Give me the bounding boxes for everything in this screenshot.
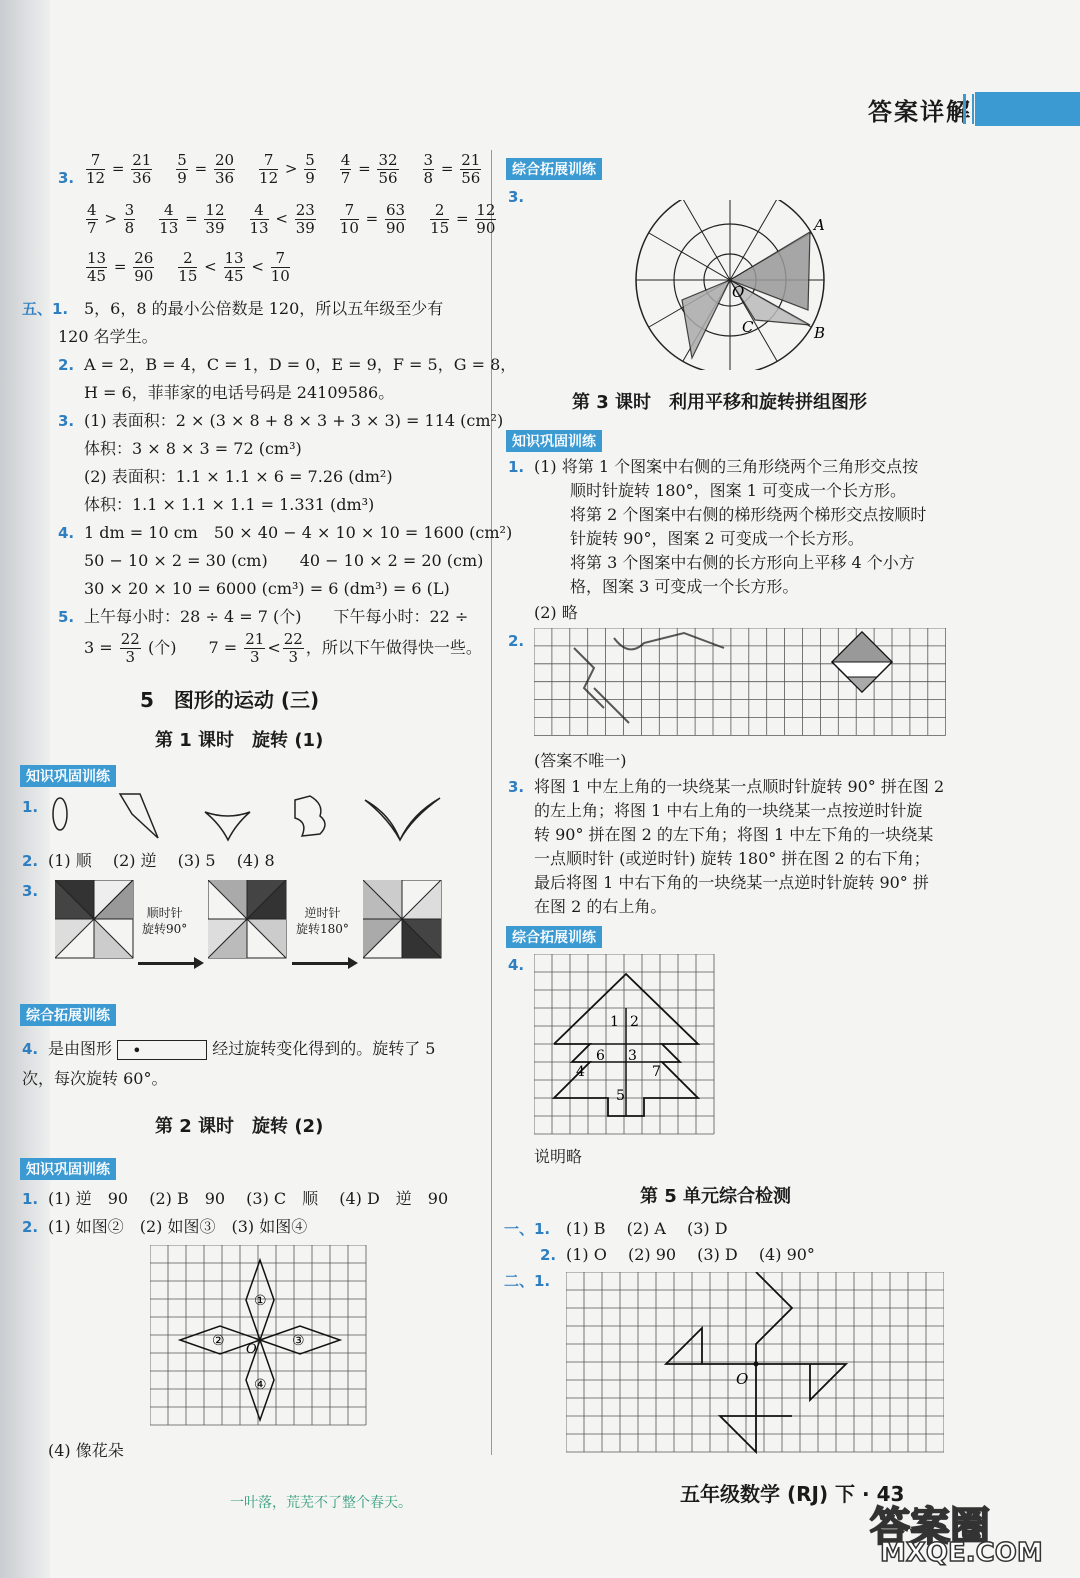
label-o: O [732,283,745,301]
denominator: 8 [124,219,135,237]
q-number: 2. [22,852,39,870]
fraction-comparison: $\frac{4}{7}$ > $\frac{3}{8}$ [87,201,135,237]
fraction-comparison: $\frac{5}{9}$ = $\frac{20}{36}$ [177,151,235,187]
denominator: 9 [305,169,315,187]
denominator: 56 [461,169,481,187]
answer-line: 上午每小时：28 ÷ 4 = 7 (个) 下午每小时：22 ÷ [84,607,469,626]
denominator: 90 [476,219,496,237]
denominator: 56 [378,169,398,187]
arrowhead-icon [348,957,358,969]
q-number: 1. [508,458,525,476]
fraction-comparison: $\frac{7}{10}$ = $\frac{63}{90}$ [339,201,406,237]
book-spine [0,0,50,1578]
numerator: 2 [178,250,197,268]
answer-line: 顺时针旋转 180°，图案 1 可变成一个长方形。 [570,481,906,500]
numerator: 7 [271,250,290,268]
text: ，所以下午做得快一些。 [305,638,482,657]
fraction-row-2 [84,202,518,237]
lesson-title: 第 1 课时 旋转 (1) [155,730,324,751]
watermark-logo: 答案圈 [870,1504,990,1550]
fraction [214,152,235,187]
fraction [340,152,352,187]
unit-test-title: 第 5 单元综合检测 [640,1186,792,1207]
q-number: 3. [58,169,75,187]
denominator: 10 [339,219,359,237]
numerator: 4 [87,201,97,219]
numerator: 22 [283,630,303,648]
q-number: 4. [508,956,525,974]
section-label: 综合拓展训练 [506,926,602,948]
denominator: 3 [249,648,260,666]
answer-line: A = 2，B = 4，C = 1，D = 0，E = 9，F = 5，G = 8， [84,355,517,374]
fraction [250,202,269,237]
answer-line: 将第 2 个图案中右侧的梯形绕两个梯形交点按顺时 [570,505,927,524]
fraction [304,152,316,187]
pinwheel-figure-1 [55,880,135,960]
label-a: A [814,216,825,234]
numerator: 5 [305,151,315,169]
numerator: 13 [87,249,107,267]
text: (个) 7 = [147,638,238,657]
fraction [176,152,188,187]
answer-line: 次，每次旋转 60°。 [22,1069,168,1088]
fraction [133,250,154,285]
answer-line: H = 6，菲菲家的电话号码是 24109586。 [84,383,395,402]
denominator: 90 [134,267,154,285]
fraction [460,152,481,187]
q-number: 1. [22,1190,39,1208]
denominator: 45 [87,267,107,285]
fraction [178,250,197,285]
grid-label-2: ② [212,1333,225,1349]
q-number: 3. [22,882,39,900]
fraction [423,152,435,187]
answer-line: 120 名学生。 [58,327,158,346]
denominator: 12 [86,169,106,187]
q-number: 2. [540,1246,557,1264]
denominator: 9 [177,169,187,187]
q-number: 3. [58,412,75,430]
tree-label-2: 2 [630,1014,639,1030]
tree-label-5: 5 [616,1088,625,1104]
q-number: 2. [22,1218,39,1236]
label-c: C [742,318,754,336]
q-number: 2. [508,632,525,650]
answer-line: 的左上角；将图 1 中右上角的一块绕某一点按逆时针旋 [534,801,923,820]
denominator: 3 [288,648,299,666]
fraction [295,202,316,237]
numerator: 13 [224,249,244,267]
q-number: 五、1. [22,300,69,318]
denominator: 12 [259,169,279,187]
answer-line: 转 90° 拼在图 2 的左下角；将图 1 中左下角的一块绕某 [534,825,934,844]
text: 经过旋转变化得到的。旋转了 5 [212,1039,436,1058]
section-label: 知识巩固训练 [20,765,116,787]
fraction-comparison: $\frac{4}{7}$ = $\frac{32}{56}$ [340,151,398,187]
numerator: 26 [134,249,154,267]
fraction-comparison: $\frac{7}{12}$ > $\frac{5}{9}$ [259,151,315,187]
fraction [86,152,105,187]
numerator: 3 [124,201,135,219]
numerator: 63 [386,201,406,219]
numerator: 7 [259,152,278,170]
q-number: 1. [22,798,39,816]
grid-rotation [566,1272,944,1458]
fraction-comparison: $\frac{13}{45}$ = $\frac{26}{90}$ [87,249,154,285]
lesson-title: 第 2 课时 旋转 (2) [155,1116,324,1137]
fraction [475,202,496,237]
numerator: 4 [340,151,351,169]
denominator: 3 [125,648,136,666]
tree-label-1: 1 [610,1014,619,1030]
answer-line: 体积：3 × 8 × 3 = 72 (cm³) [84,439,302,458]
fraction [131,152,152,187]
denominator: 13 [249,219,269,237]
fraction-row-3 [84,250,312,285]
fraction [120,631,141,666]
pinwheel-figure-2 [208,880,288,960]
answer-line: 50 − 10 × 2 = 30 (cm) 40 − 10 × 2 = 20 (cm) [84,551,484,570]
grid-flower [150,1245,372,1437]
answer-line-fractions: 3 = $\frac{22}{3}$ (个) 7 = $\frac{21}{3}$ < $\frac{22}{3}$ ，所以下午做得快一些。 [84,630,482,666]
answer-line: 将图 1 中左上角的一块绕某一点顺时针旋转 90° 拼在图 2 [534,777,945,796]
fraction-row-1 [84,152,503,187]
fraction [385,202,406,237]
numerator: 3 [423,151,434,169]
answer-line: 格，图案 3 可变成一个长方形。 [570,577,799,596]
denominator: 39 [205,219,225,237]
fraction-comparison: $\frac{4}{13}$ = $\frac{12}{39}$ [159,201,225,237]
numerator: 2 [430,202,449,220]
answer-line: (1) 逆 90 (2) B 90 (3) C 顺 (4) D 逆 90 [48,1189,449,1208]
denominator: 10 [270,267,290,285]
answer-line: 最后将图 1 中右下角的一块绕某一点逆时针旋转 90° 拼 [534,873,929,892]
denominator: 15 [178,267,198,285]
numerator: 4 [250,202,269,220]
fraction [430,202,449,237]
arrowhead-icon [194,957,204,969]
header-title: 答案详解 [868,98,972,126]
answer-line: (2) 略 [534,603,578,622]
numerator: 20 [214,151,235,169]
answer-line: (1) 如图② (2) 如图③ (3) 如图④ [48,1217,308,1236]
q-number: 5. [58,608,75,626]
denominator: 39 [295,219,315,237]
q-number: 4. [58,524,75,542]
pinwheel-figure-3 [363,880,443,960]
tree-label-4: 4 [576,1064,585,1080]
q-number: 3. [508,188,525,206]
arrow-text: 旋转90° [142,922,188,936]
answer-line: 体积：1.1 × 1.1 × 1.1 = 1.331 (dm³) [84,495,375,514]
fraction [340,202,359,237]
answer-line: (2) 表面积：1.1 × 1.1 × 6 = 7.26 (dm²) [84,467,393,486]
footer-motto: 一叶落，荒芜不了整个春天。 [230,1495,412,1511]
section-label: 知识巩固训练 [506,430,602,452]
answer-line: (1) 表面积：2 × (3 × 8 + 8 × 3 + 3 × 3) = 114 (cm²) [84,411,504,430]
fraction [377,152,398,187]
column-divider [491,150,492,1455]
fraction [244,631,265,666]
fraction [204,202,225,237]
circle-rotation-figure [630,200,850,370]
fraction [124,202,136,237]
answer-line: 30 × 20 × 10 = 6000 (cm³) = 6 (dm³) = 6 (L) [84,579,450,598]
arrow-right-icon [292,962,350,965]
answer-line: (1) B (2) A (3) D [566,1219,728,1238]
denominator: 7 [87,219,97,237]
grid-label-3: ③ [292,1333,305,1349]
denominator: 45 [224,267,244,285]
arrow-label [296,905,349,937]
section-label: 知识巩固训练 [20,1158,116,1180]
tree-label-7: 7 [652,1064,661,1080]
q-number: 一、1. [504,1220,551,1238]
lesson-title: 第 3 课时 利用平移和旋转拼组图形 [572,392,868,413]
chapter-title: 5 图形的运动 (三) [140,688,320,712]
answer-line: 5，6，8 的最小公倍数是 120，所以五年级至少有 [84,299,444,318]
footer-page: 五年级数学 (RJ) 下 · 43 [680,1482,905,1506]
header-bar [975,92,1080,126]
grid-label-4: ④ [254,1377,267,1393]
denominator: 15 [430,219,450,237]
denominator: 90 [386,219,406,237]
text: 是由图形 [48,1039,113,1058]
denominator: 8 [423,169,434,187]
grid-label-o: O [246,1342,257,1357]
header-decor [963,94,974,124]
numerator: 21 [245,630,265,648]
watermark-url: MXQE.COM [880,1538,1043,1568]
fraction [224,250,245,285]
arrow-label [142,905,187,937]
fraction [86,202,98,237]
section-label: 综合拓展训练 [20,1004,116,1026]
text: 3 = [84,638,113,657]
answer-line: 1 dm = 10 cm 50 × 40 − 4 × 10 × 10 = 1600 (cm²) [84,523,513,542]
answer-line [48,1038,435,1060]
label-b: B [814,324,826,342]
numerator: 32 [378,151,398,169]
tree-label-3: 3 [628,1048,637,1064]
denominator: 36 [214,169,235,187]
arrow-right-icon [138,962,196,965]
numerator: 23 [295,201,315,219]
numerator: 22 [120,630,140,648]
section-label: 综合拓展训练 [506,158,602,180]
tree-label-6: 6 [596,1048,605,1064]
arrow-text: 旋转180° [296,922,349,936]
answer-line: 将第 3 个图案中右侧的长方形向上平移 4 个小方 [570,553,915,572]
grid-origin-label: O [736,1370,749,1388]
numerator: 5 [177,151,187,169]
numerator: 4 [159,202,178,220]
numerator: 12 [476,201,496,219]
grid-pattern [534,628,946,746]
rotation-shapes [40,790,450,850]
numerator: 7 [340,202,359,220]
answer-line: (4) 像花朵 [48,1441,124,1460]
answer-line: 一点顺时针 (或逆时针) 旋转 180° 拼在图 2 的右下角； [534,849,930,868]
denominator: 7 [340,169,351,187]
fraction-comparison: $\frac{4}{13}$ < $\frac{23}{39}$ [249,201,315,237]
fraction-comparison: $\frac{2}{15}$ = $\frac{12}{90}$ [430,201,496,237]
handwriting-scribble [574,633,724,723]
q-number: 4. [22,1040,39,1058]
fraction-comparison: $\frac{2}{15}$ < $\frac{13}{45}$ < $\frac{7}{10}$ [178,249,290,285]
shape-box: • [117,1040,207,1060]
answer-line: (答案不唯一) [534,751,627,770]
denominator: 36 [132,169,152,187]
arrow-text: 顺时针 [146,906,183,920]
answer-line: (1) O (2) 90 (3) D (4) 90° [566,1245,815,1264]
answer-line: 说明略 [534,1147,583,1166]
answer-line: (1) 将第 1 个图案中右侧的三角形绕两个三角形交点按 [534,457,919,476]
fraction [283,631,304,666]
answer-line: 在图 2 的右上角。 [534,897,667,916]
fraction [86,250,107,285]
numerator: 7 [86,152,105,170]
answer-line: (1) 顺 (2) 逆 (3) 5 (4) 8 [48,851,275,870]
fraction [259,152,278,187]
q-number: 二、1. [504,1272,551,1290]
grid-tree [534,954,720,1140]
fraction [159,202,178,237]
arrow-text: 逆时针 [304,906,341,920]
fraction-comparison: $\frac{7}{12}$ = $\frac{21}{36}$ [86,151,152,187]
numerator: 12 [205,201,225,219]
numerator: 21 [132,151,152,169]
q-number: 2. [58,356,75,374]
denominator: 13 [159,219,179,237]
fraction [271,250,290,285]
fraction-comparison: $\frac{3}{8}$ = $\frac{21}{56}$ [423,151,481,187]
grid-label-1: ① [254,1293,267,1309]
answer-line: 针旋转 90°，图案 2 可变成一个长方形。 [570,529,864,548]
q-number: 3. [508,778,525,796]
numerator: 21 [461,151,481,169]
